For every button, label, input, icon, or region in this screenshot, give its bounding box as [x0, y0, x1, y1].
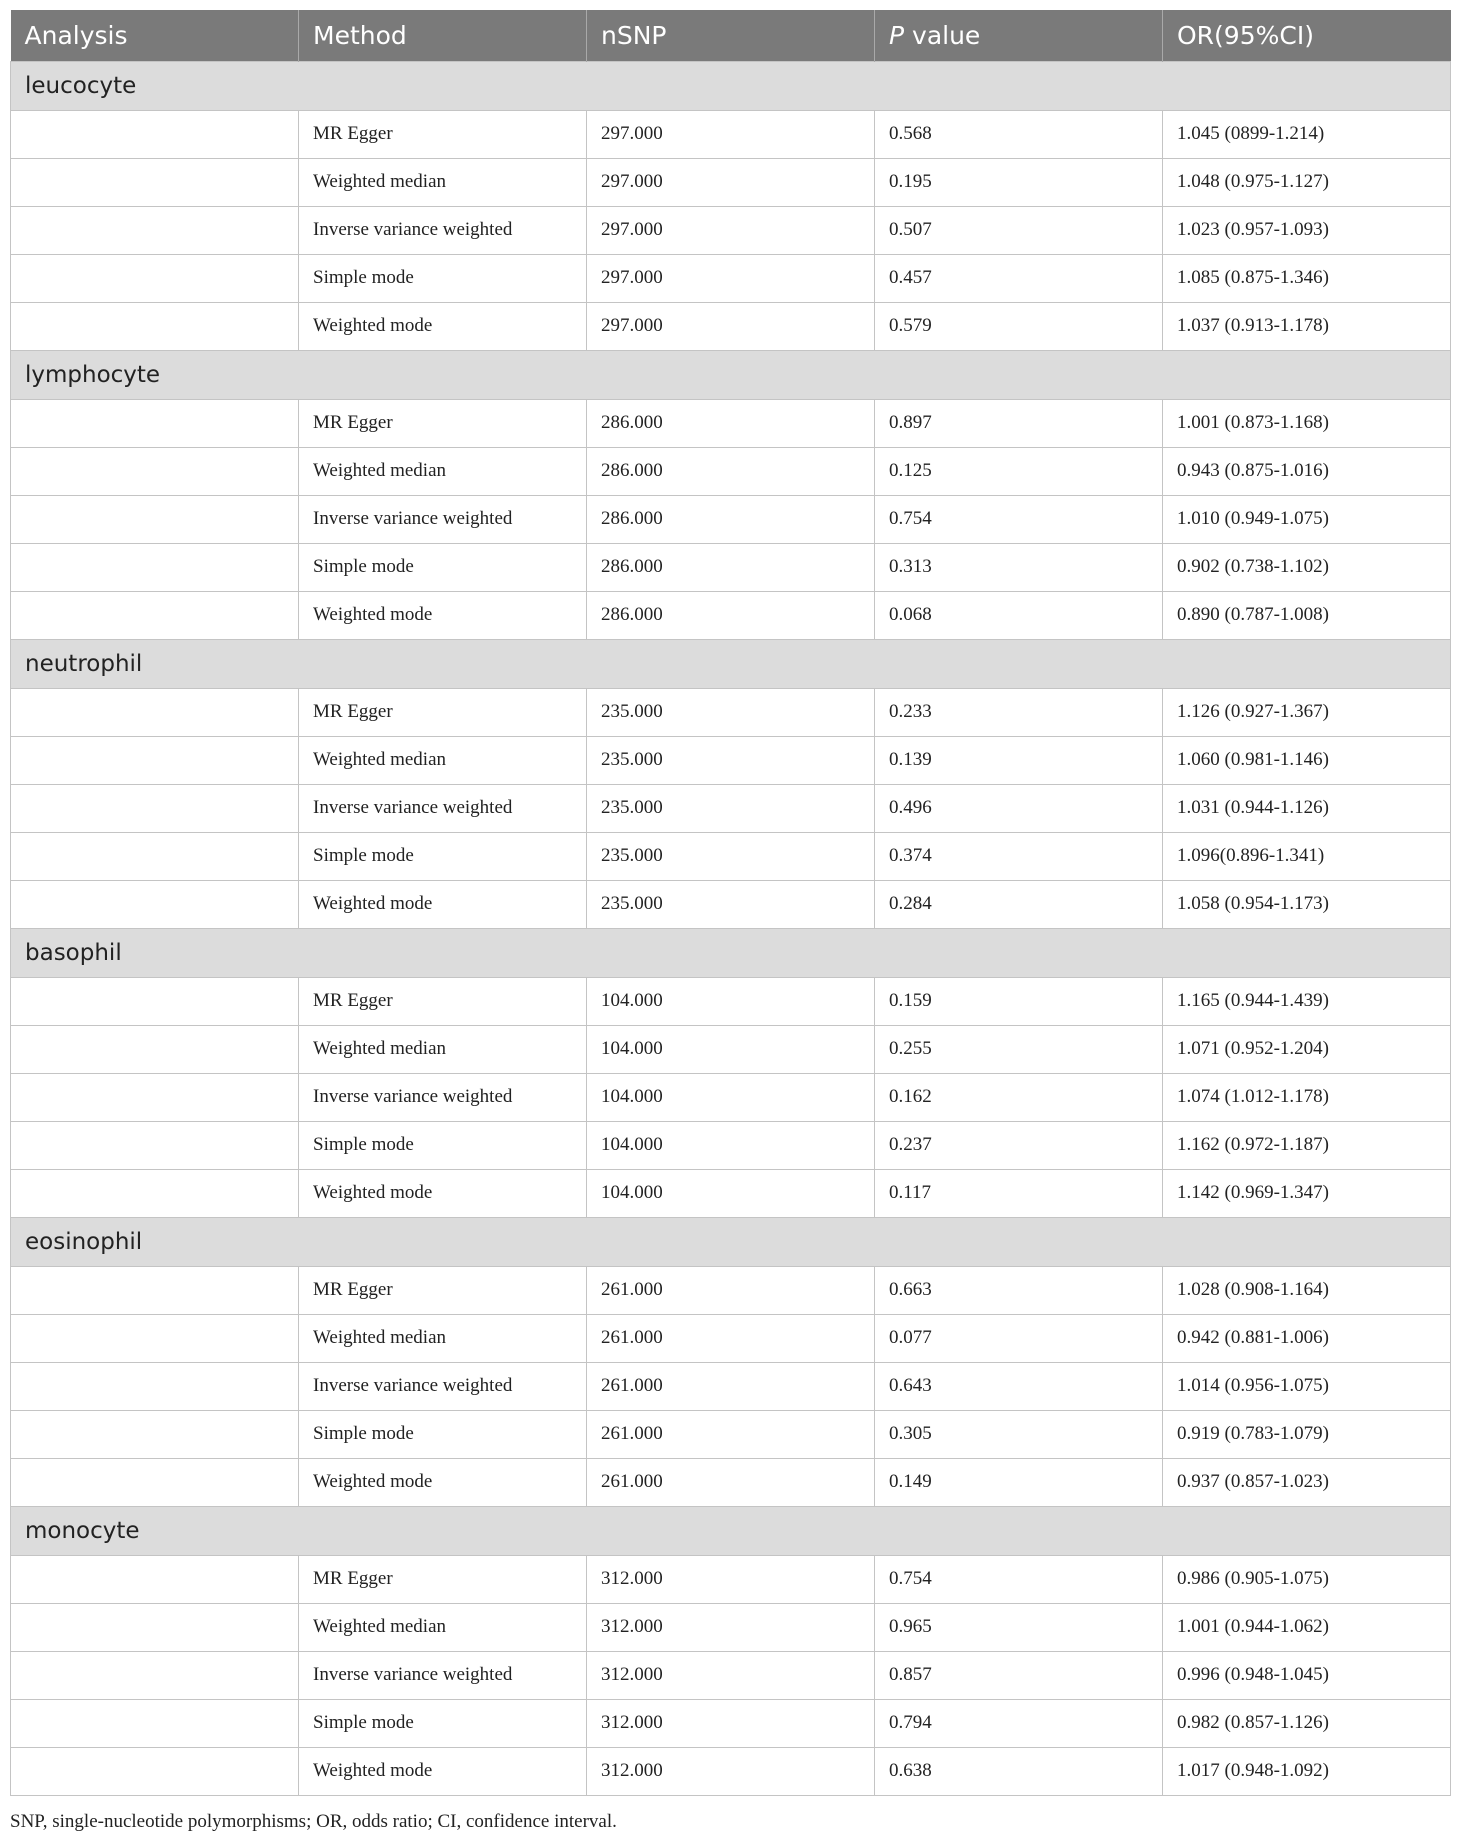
cell-method: Simple mode [299, 1699, 587, 1747]
cell-p-value: 0.965 [875, 1603, 1163, 1651]
cell-nsnp: 286.000 [587, 591, 875, 639]
cell-nsnp: 261.000 [587, 1314, 875, 1362]
table-row [11, 1314, 1451, 1362]
cell-method: Inverse variance weighted [299, 1362, 587, 1410]
cell-p-value: 0.305 [875, 1410, 1163, 1458]
group-label: basophil [11, 928, 1451, 977]
cell-or: 1.017 (0.948-1.092) [1163, 1747, 1451, 1795]
cell-analysis [11, 1747, 299, 1795]
cell-nsnp: 312.000 [587, 1699, 875, 1747]
cell-nsnp: 261.000 [587, 1362, 875, 1410]
cell-nsnp: 104.000 [587, 1073, 875, 1121]
cell-analysis [11, 1025, 299, 1073]
header-analysis: Analysis [11, 10, 299, 61]
cell-or: 1.060 (0.981-1.146) [1163, 736, 1451, 784]
cell-analysis [11, 543, 299, 591]
cell-p-value: 0.149 [875, 1458, 1163, 1506]
cell-or: 1.048 (0.975-1.127) [1163, 158, 1451, 206]
cell-or: 0.937 (0.857-1.023) [1163, 1458, 1451, 1506]
cell-nsnp: 297.000 [587, 302, 875, 350]
table-row [11, 447, 1451, 495]
cell-p-value: 0.579 [875, 302, 1163, 350]
cell-method: Weighted mode [299, 1747, 587, 1795]
cell-method: MR Egger [299, 688, 587, 736]
cell-method: MR Egger [299, 1555, 587, 1603]
group-label: neutrophil [11, 639, 1451, 688]
table-row [11, 399, 1451, 447]
table-row [11, 1747, 1451, 1795]
table-row [11, 1555, 1451, 1603]
cell-method: Weighted mode [299, 1169, 587, 1217]
cell-analysis [11, 1555, 299, 1603]
table-row [11, 158, 1451, 206]
cell-p-value: 0.638 [875, 1747, 1163, 1795]
header-or: OR(95%CI) [1163, 10, 1451, 61]
cell-analysis [11, 1121, 299, 1169]
table-row [11, 1651, 1451, 1699]
cell-nsnp: 235.000 [587, 784, 875, 832]
cell-or: 0.982 (0.857-1.126) [1163, 1699, 1451, 1747]
results-table-container [10, 10, 1450, 1796]
cell-or: 1.023 (0.957-1.093) [1163, 206, 1451, 254]
cell-p-value: 0.162 [875, 1073, 1163, 1121]
cell-analysis [11, 784, 299, 832]
header-p-value [875, 10, 1163, 61]
cell-method: Weighted median [299, 1314, 587, 1362]
cell-analysis [11, 688, 299, 736]
cell-analysis [11, 1314, 299, 1362]
cell-method: Simple mode [299, 1410, 587, 1458]
table-row [11, 1603, 1451, 1651]
group-row [11, 61, 1451, 110]
table-row [11, 688, 1451, 736]
cell-method: Simple mode [299, 1121, 587, 1169]
cell-p-value: 0.897 [875, 399, 1163, 447]
cell-or: 1.058 (0.954-1.173) [1163, 880, 1451, 928]
cell-analysis [11, 1458, 299, 1506]
cell-p-value: 0.077 [875, 1314, 1163, 1362]
group-label: leucocyte [11, 61, 1451, 110]
cell-analysis [11, 1603, 299, 1651]
cell-nsnp: 104.000 [587, 1169, 875, 1217]
cell-method: MR Egger [299, 977, 587, 1025]
cell-or: 1.162 (0.972-1.187) [1163, 1121, 1451, 1169]
cell-or: 1.031 (0.944-1.126) [1163, 784, 1451, 832]
cell-or: 1.014 (0.956-1.075) [1163, 1362, 1451, 1410]
table-row [11, 784, 1451, 832]
group-row [11, 639, 1451, 688]
cell-method: Inverse variance weighted [299, 206, 587, 254]
cell-analysis [11, 736, 299, 784]
cell-nsnp: 312.000 [587, 1603, 875, 1651]
table-row [11, 977, 1451, 1025]
cell-p-value: 0.374 [875, 832, 1163, 880]
cell-or: 0.890 (0.787-1.008) [1163, 591, 1451, 639]
cell-p-value: 0.507 [875, 206, 1163, 254]
cell-method: Weighted median [299, 736, 587, 784]
cell-or: 1.028 (0.908-1.164) [1163, 1266, 1451, 1314]
table-row [11, 1362, 1451, 1410]
cell-analysis [11, 110, 299, 158]
cell-p-value: 0.857 [875, 1651, 1163, 1699]
cell-nsnp: 286.000 [587, 495, 875, 543]
group-row [11, 350, 1451, 399]
cell-p-value: 0.284 [875, 880, 1163, 928]
group-row [11, 928, 1451, 977]
cell-nsnp: 312.000 [587, 1651, 875, 1699]
cell-analysis [11, 1169, 299, 1217]
cell-method: MR Egger [299, 110, 587, 158]
cell-method: Weighted mode [299, 591, 587, 639]
cell-analysis [11, 254, 299, 302]
table-row [11, 1073, 1451, 1121]
cell-nsnp: 261.000 [587, 1266, 875, 1314]
cell-p-value: 0.663 [875, 1266, 1163, 1314]
cell-nsnp: 261.000 [587, 1410, 875, 1458]
cell-or: 1.085 (0.875-1.346) [1163, 254, 1451, 302]
cell-method: Simple mode [299, 254, 587, 302]
table-row [11, 880, 1451, 928]
cell-analysis [11, 591, 299, 639]
table-body [11, 61, 1451, 1795]
table-row [11, 832, 1451, 880]
cell-analysis [11, 206, 299, 254]
table-row [11, 1169, 1451, 1217]
cell-or: 1.010 (0.949-1.075) [1163, 495, 1451, 543]
cell-p-value: 0.125 [875, 447, 1163, 495]
cell-nsnp: 297.000 [587, 158, 875, 206]
cell-method: Weighted median [299, 158, 587, 206]
cell-p-value: 0.195 [875, 158, 1163, 206]
cell-p-value: 0.117 [875, 1169, 1163, 1217]
cell-nsnp: 286.000 [587, 399, 875, 447]
cell-or: 1.074 (1.012-1.178) [1163, 1073, 1451, 1121]
cell-p-value: 0.568 [875, 110, 1163, 158]
table-row [11, 736, 1451, 784]
results-table [10, 10, 1451, 1796]
cell-nsnp: 286.000 [587, 447, 875, 495]
cell-p-value: 0.313 [875, 543, 1163, 591]
cell-nsnp: 297.000 [587, 110, 875, 158]
cell-analysis [11, 1266, 299, 1314]
cell-nsnp: 104.000 [587, 1121, 875, 1169]
cell-method: Simple mode [299, 832, 587, 880]
cell-p-value: 0.233 [875, 688, 1163, 736]
table-row [11, 206, 1451, 254]
table-footnote: SNP, single-nucleotide polymorphisms; OR, odds ratio; CI, confidence interval. [10, 1811, 617, 1832]
table-row [11, 1025, 1451, 1073]
cell-analysis [11, 158, 299, 206]
header-method: Method [299, 10, 587, 61]
cell-nsnp: 312.000 [587, 1555, 875, 1603]
header-p-rest: value [904, 20, 981, 50]
cell-analysis [11, 1362, 299, 1410]
cell-nsnp: 297.000 [587, 206, 875, 254]
cell-nsnp: 286.000 [587, 543, 875, 591]
cell-method: Inverse variance weighted [299, 1651, 587, 1699]
cell-or: 1.071 (0.952-1.204) [1163, 1025, 1451, 1073]
cell-nsnp: 104.000 [587, 977, 875, 1025]
cell-nsnp: 261.000 [587, 1458, 875, 1506]
cell-or: 0.902 (0.738-1.102) [1163, 543, 1451, 591]
cell-or: 1.165 (0.944-1.439) [1163, 977, 1451, 1025]
cell-method: Weighted mode [299, 1458, 587, 1506]
cell-p-value: 0.643 [875, 1362, 1163, 1410]
cell-nsnp: 235.000 [587, 688, 875, 736]
table-row [11, 1266, 1451, 1314]
cell-p-value: 0.068 [875, 591, 1163, 639]
table-row [11, 1121, 1451, 1169]
cell-analysis [11, 1699, 299, 1747]
group-label: eosinophil [11, 1217, 1451, 1266]
cell-method: Inverse variance weighted [299, 1073, 587, 1121]
cell-or: 1.096(0.896-1.341) [1163, 832, 1451, 880]
cell-or: 0.943 (0.875-1.016) [1163, 447, 1451, 495]
cell-method: Weighted median [299, 447, 587, 495]
cell-nsnp: 235.000 [587, 832, 875, 880]
cell-p-value: 0.159 [875, 977, 1163, 1025]
cell-p-value: 0.754 [875, 495, 1163, 543]
cell-nsnp: 297.000 [587, 254, 875, 302]
cell-analysis [11, 302, 299, 350]
header-p-italic: P [889, 20, 905, 50]
cell-analysis [11, 1410, 299, 1458]
cell-or: 1.126 (0.927-1.367) [1163, 688, 1451, 736]
cell-p-value: 0.139 [875, 736, 1163, 784]
cell-analysis [11, 832, 299, 880]
cell-p-value: 0.237 [875, 1121, 1163, 1169]
cell-nsnp: 312.000 [587, 1747, 875, 1795]
header-row [11, 10, 1451, 61]
table-row [11, 591, 1451, 639]
cell-or: 1.045 (0899-1.214) [1163, 110, 1451, 158]
cell-method: MR Egger [299, 399, 587, 447]
group-row [11, 1506, 1451, 1555]
cell-analysis [11, 880, 299, 928]
cell-analysis [11, 1651, 299, 1699]
cell-method: Weighted median [299, 1603, 587, 1651]
cell-nsnp: 104.000 [587, 1025, 875, 1073]
table-row [11, 1699, 1451, 1747]
cell-method: Weighted mode [299, 302, 587, 350]
cell-method: Weighted median [299, 1025, 587, 1073]
cell-or: 1.142 (0.969-1.347) [1163, 1169, 1451, 1217]
table-row [11, 495, 1451, 543]
cell-or: 0.996 (0.948-1.045) [1163, 1651, 1451, 1699]
cell-nsnp: 235.000 [587, 736, 875, 784]
table-row [11, 1458, 1451, 1506]
cell-method: Inverse variance weighted [299, 495, 587, 543]
cell-method: Inverse variance weighted [299, 784, 587, 832]
table-row [11, 543, 1451, 591]
table-row [11, 254, 1451, 302]
cell-or: 1.001 (0.873-1.168) [1163, 399, 1451, 447]
cell-method: MR Egger [299, 1266, 587, 1314]
table-row [11, 1410, 1451, 1458]
cell-method: Weighted mode [299, 880, 587, 928]
cell-or: 0.919 (0.783-1.079) [1163, 1410, 1451, 1458]
table-row [11, 302, 1451, 350]
group-label: lymphocyte [11, 350, 1451, 399]
cell-p-value: 0.457 [875, 254, 1163, 302]
cell-p-value: 0.496 [875, 784, 1163, 832]
cell-or: 1.001 (0.944-1.062) [1163, 1603, 1451, 1651]
cell-p-value: 0.794 [875, 1699, 1163, 1747]
cell-or: 0.942 (0.881-1.006) [1163, 1314, 1451, 1362]
table-header [11, 10, 1451, 61]
cell-analysis [11, 447, 299, 495]
cell-analysis [11, 977, 299, 1025]
cell-analysis [11, 1073, 299, 1121]
cell-p-value: 0.255 [875, 1025, 1163, 1073]
cell-nsnp: 235.000 [587, 880, 875, 928]
header-nsnp: nSNP [587, 10, 875, 61]
cell-analysis [11, 399, 299, 447]
cell-analysis [11, 495, 299, 543]
group-row [11, 1217, 1451, 1266]
cell-p-value: 0.754 [875, 1555, 1163, 1603]
cell-or: 0.986 (0.905-1.075) [1163, 1555, 1451, 1603]
group-label: monocyte [11, 1506, 1451, 1555]
table-row [11, 110, 1451, 158]
cell-method: Simple mode [299, 543, 587, 591]
cell-or: 1.037 (0.913-1.178) [1163, 302, 1451, 350]
